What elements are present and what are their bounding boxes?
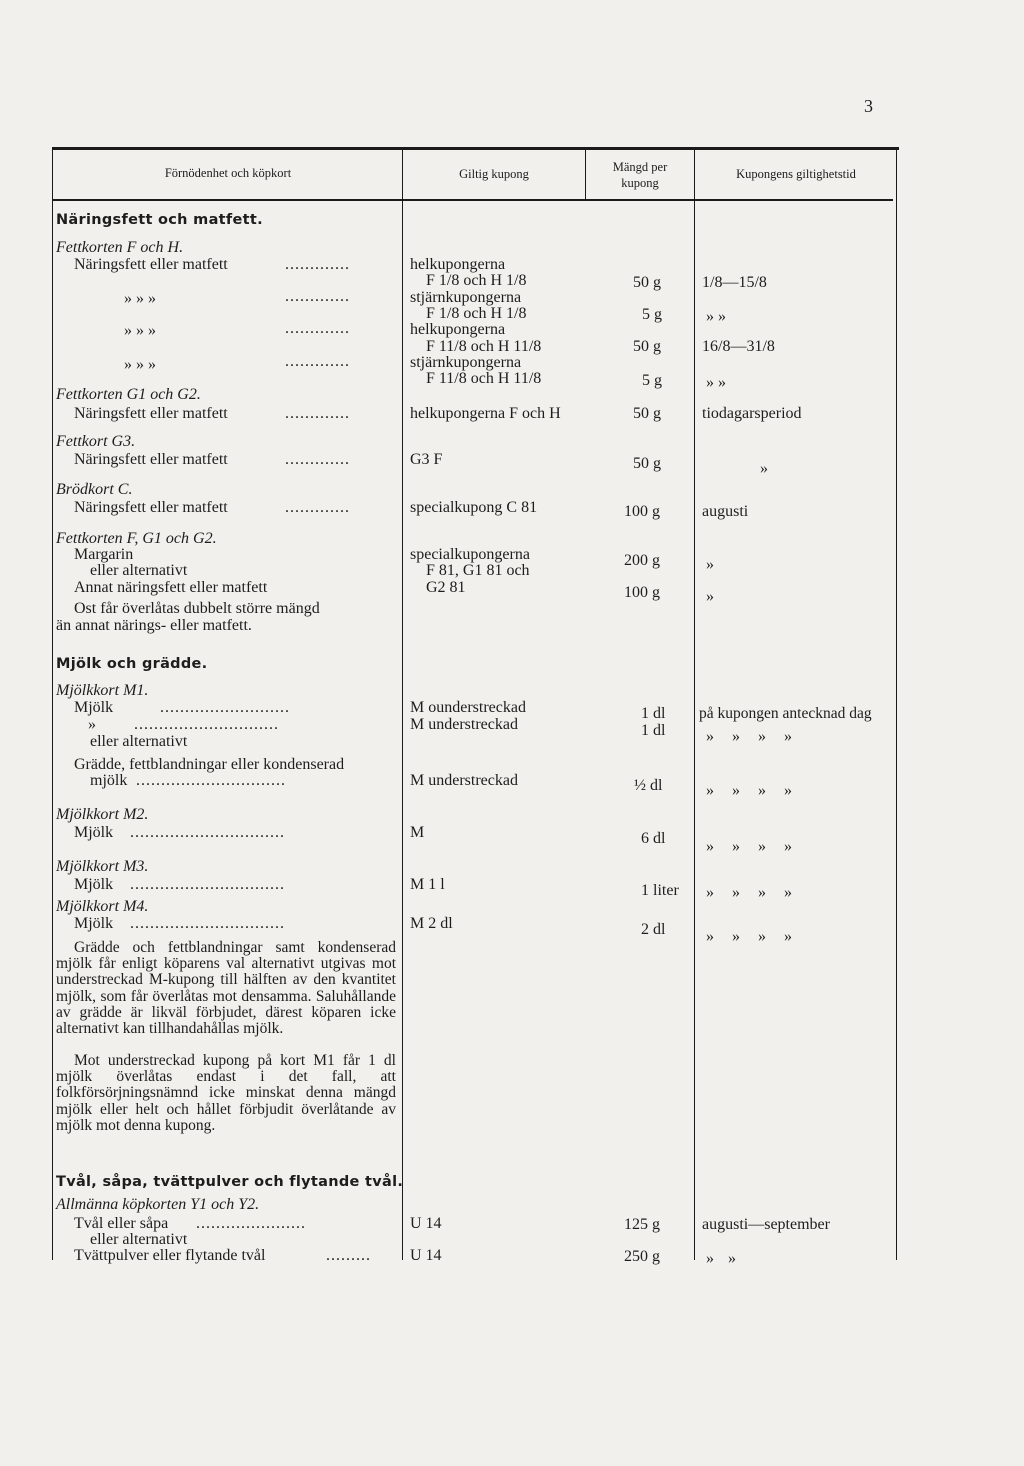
fett-r5-mangd: 50 g (633, 405, 661, 422)
tval-r2-item: Tvättpulver eller flytande tvål (74, 1247, 266, 1264)
leader-dots: .............................. (136, 772, 286, 789)
fett-r6-kupong: G3 F (410, 451, 443, 468)
fett-r5-item: Näringsfett eller matfett (74, 405, 228, 422)
m1-r3-mangd: ½ dl (634, 777, 663, 794)
tval-r1-tid: augusti—september (702, 1216, 830, 1233)
ost-note-line2: än annat närings- eller matfett. (56, 617, 252, 634)
header-mangd-line2: kupong (621, 176, 659, 190)
fett-r6-item: Näringsfett eller matfett (74, 451, 228, 468)
leader-dots: .......................... (160, 699, 290, 716)
m1-r2-tid: » » » » (706, 728, 792, 745)
fett-r5-kupong: helkupongerna F och H (410, 405, 561, 422)
leader-dots: ............. (285, 451, 350, 468)
header-mangd-line1: Mängd per (612, 160, 668, 174)
leader-dots: ............. (285, 353, 350, 370)
m4-kupong: M 2 dl (410, 915, 453, 932)
m1-r3-kupong: M understreckad (410, 772, 518, 789)
fett-r8-item-b: eller alternativt (90, 562, 188, 579)
col-divider-2-header (585, 150, 586, 200)
fett-r1-kupong-a: helkupongerna (410, 256, 506, 273)
fett-r8-item-c: Annat näringsfett eller matfett (74, 579, 268, 596)
leader-dots: ......... (326, 1247, 371, 1264)
m1-r1-tid: på kupongen antecknad dag (699, 705, 872, 722)
right-border (896, 150, 897, 1260)
header-giltig-kupong: Giltig kupong (459, 167, 529, 181)
fett-r1-kupong-b: F 1/8 och H 1/8 (426, 272, 527, 289)
leader-dots: ............................... (130, 876, 285, 893)
m2-mangd: 6 dl (641, 830, 666, 847)
card-fettkorten-fh: Fettkorten F och H. (56, 239, 184, 256)
m1-r1-item: Mjölk (74, 699, 114, 716)
fett-r8-kupong-c: G2 81 (426, 579, 466, 596)
fett-r3-kupong-a: helkupongerna (410, 321, 506, 338)
fett-r7-kupong: specialkupong C 81 (410, 499, 538, 516)
fett-r2-kupong-b: F 1/8 och H 1/8 (426, 305, 527, 322)
tval-r2-mangd: 250 g (624, 1248, 660, 1265)
tval-r1-item-b: eller alternativt (90, 1231, 188, 1248)
fett-r8-mangd-a: 200 g (624, 552, 660, 569)
tval-r1-item-a: Tvål eller såpa (74, 1215, 169, 1232)
fett-r4-mangd: 5 g (642, 372, 662, 389)
fett-r8-mangd-b: 100 g (624, 584, 660, 601)
col-divider-1 (402, 150, 403, 1260)
leader-dots: ............................... (130, 915, 285, 932)
tval-r1-mangd: 125 g (624, 1216, 660, 1233)
fett-r6-tid: » (760, 460, 768, 477)
fett-r7-mangd: 100 g (624, 503, 660, 520)
m1-r1-mangd: 1 dl (641, 705, 666, 722)
m3-kupong: M 1 l (410, 876, 445, 893)
fett-r4-item: » » » (124, 356, 156, 373)
fett-r4-tid: » » (706, 374, 726, 391)
tval-r2-kupong: U 14 (410, 1247, 442, 1264)
card-mjolkkort-m4: Mjölkkort M4. (56, 898, 149, 915)
fett-r8-tid-b: » (706, 588, 714, 605)
leader-dots: ............. (285, 320, 350, 337)
ost-note-line1: Ost får överlåtas dubbelt större mängd (74, 600, 320, 617)
m4-mangd: 2 dl (641, 921, 666, 938)
leader-dots: ............................. (134, 716, 279, 733)
m1-r2-mangd: 1 dl (641, 722, 666, 739)
m3-mangd: 1 liter (641, 882, 679, 899)
leader-dots: ............................... (130, 824, 285, 841)
fett-r8-tid-a: » (706, 556, 714, 573)
fett-r2-tid: » » (706, 308, 726, 325)
card-mjolkkort-m1: Mjölkkort M1. (56, 682, 149, 699)
col-divider-3 (694, 150, 695, 1260)
fett-r7-item: Näringsfett eller matfett (74, 499, 228, 516)
card-fettkort-g3: Fettkort G3. (56, 433, 136, 450)
m1-r2-item-a: » (88, 716, 96, 733)
fett-r2-kupong-a: stjärnkupongerna (410, 289, 522, 306)
card-mjolkkort-m3: Mjölkkort M3. (56, 858, 149, 875)
header-giltighetstid: Kupongens giltighetstid (736, 167, 856, 181)
m1-r3-item-a: Grädde, fettblandningar eller kondenserad (74, 756, 345, 773)
m1-r1-kupong: M ounderstreckad (410, 699, 526, 716)
m1-r2-item-b: eller alternativt (90, 733, 188, 750)
section-title-mjolk: Mjölk och grädde. (56, 656, 208, 672)
leader-dots: ............. (285, 499, 350, 516)
m2-tid: » » » » (706, 838, 792, 855)
table-header-rule (52, 199, 893, 201)
mjolk-paragraph-1: Grädde och fettblandningar samt kondenserad mjölk får enligt köparens val alternativt utgivas mot understreckad M-kupong till hälften av den kvantitet mjölk, som får överlåtas mot densamma. Saluhållande av grädde är likväl förbjudet, därest köparen icke alternativt kan tillhandahållas mjölk. (56, 939, 396, 1038)
m2-kupong: M (410, 824, 425, 841)
card-allmanna-kopkorten: Allmänna köpkorten Y1 och Y2. (56, 1196, 260, 1213)
fett-r8-kupong-a: specialkupongerna (410, 546, 530, 563)
tval-r2-tid: » » (706, 1250, 736, 1267)
m4-item: Mjölk (74, 915, 114, 932)
fett-r7-tid: augusti (702, 503, 749, 520)
left-border (52, 150, 53, 1260)
fett-r5-tid: tiodagarsperiod (702, 405, 802, 422)
leader-dots: ...................... (196, 1215, 306, 1232)
header-fornodenhet: Förnödenhet och köpkort (164, 166, 292, 180)
m3-item: Mjölk (74, 876, 114, 893)
fett-r1-tid: 1/8—15/8 (702, 274, 767, 291)
fett-r3-kupong-b: F 11/8 och H 11/8 (426, 338, 542, 355)
m1-r3-tid: » » » » (706, 782, 792, 799)
fett-r1-mangd: 50 g (633, 274, 661, 291)
card-brodkort-c: Brödkort C. (56, 481, 133, 498)
m4-tid: » » » » (706, 928, 792, 945)
section-title-tval: Tvål, såpa, tvättpulver och flytande tvål. (56, 1174, 404, 1190)
mjolk-paragraph-2: Mot understreckad kupong på kort M1 får 1 dl mjölk överlåtas endast i det fall, att folkförsörjningsnämnd icke minskat denna mängd mjölk eller helt och hållet förbjudit överlåtande av mjölk mot denna kupong. (56, 1052, 396, 1134)
fett-r3-item: » » » (124, 322, 156, 339)
leader-dots: ............. (285, 405, 350, 422)
card-fettkorten-g1g2: Fettkorten G1 och G2. (56, 386, 201, 403)
fett-r8-kupong-b: F 81, G1 81 och (426, 562, 530, 579)
fett-r6-mangd: 50 g (633, 455, 661, 472)
fett-r8-item-a: Margarin (74, 546, 134, 563)
section-title-fett: Näringsfett och matfett. (56, 212, 263, 228)
fett-r1-item: Näringsfett eller matfett (74, 256, 228, 273)
fett-r3-tid: 16/8—31/8 (702, 338, 775, 355)
fett-r2-item: » » » (124, 290, 156, 307)
page-number: 3 (864, 96, 873, 116)
m1-r3-item-b: mjölk (90, 772, 128, 789)
table-top-rule (52, 147, 899, 150)
leader-dots: ............. (285, 288, 350, 305)
fett-r2-mangd: 5 g (642, 306, 662, 323)
tval-r1-kupong: U 14 (410, 1215, 442, 1232)
m3-tid: » » » » (706, 884, 792, 901)
leader-dots: ............. (285, 256, 350, 273)
m1-r2-kupong: M understreckad (410, 716, 518, 733)
card-fettkorten-fg1g2: Fettkorten F, G1 och G2. (56, 530, 217, 547)
m2-item: Mjölk (74, 824, 114, 841)
fett-r4-kupong-a: stjärnkupongerna (410, 354, 522, 371)
fett-r3-mangd: 50 g (633, 338, 661, 355)
card-mjolkkort-m2: Mjölkkort M2. (56, 806, 149, 823)
fett-r4-kupong-b: F 11/8 och H 11/8 (426, 370, 542, 387)
